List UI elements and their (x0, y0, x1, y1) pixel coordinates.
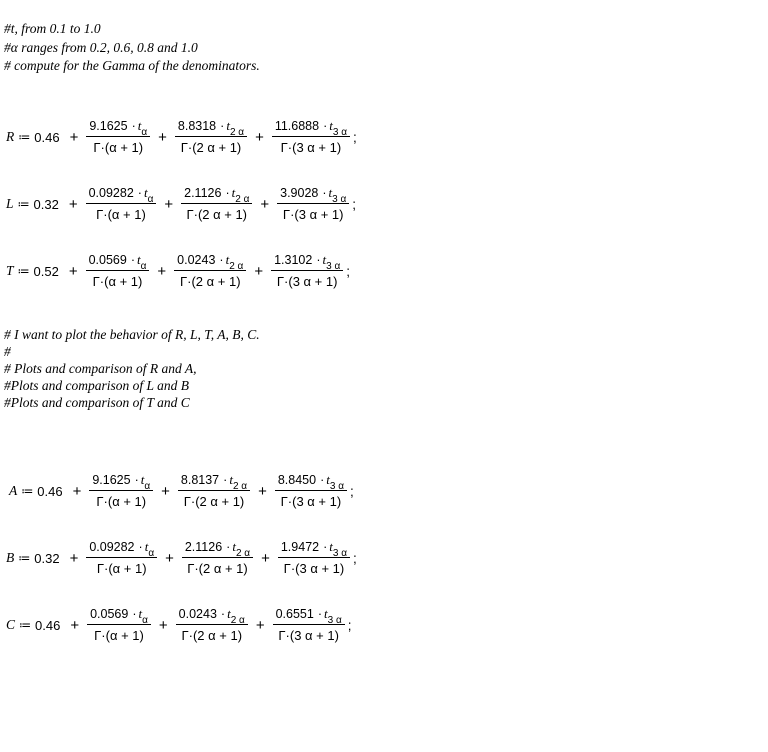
plus-operator: + (157, 262, 167, 280)
multiply-dot: · (137, 186, 142, 200)
fraction-denominator: Γ·(2 α + 1) (179, 274, 241, 289)
fraction-term (176, 607, 248, 643)
variable-t: t (144, 539, 149, 554)
fraction-numerator: 2.1126 · t 2 α (181, 186, 252, 204)
fraction-term (175, 119, 247, 155)
fraction-term (86, 253, 150, 289)
variable-t: t (322, 252, 327, 267)
fraction-numerator: 0.0243 · t 2 α (174, 253, 246, 271)
fraction-numerator: 0.0243 · t 2 α (176, 607, 248, 625)
variable-t: t (143, 185, 148, 200)
multiply-dot: · (220, 607, 226, 621)
variable-t: t (232, 539, 236, 554)
plus-operator: + (255, 616, 265, 634)
fraction-term (89, 473, 153, 509)
variable-t: t (324, 606, 328, 621)
plus-operator: + (158, 128, 167, 146)
multiply-dot: · (138, 540, 143, 554)
term-coefficient: 2.1126 (184, 186, 222, 200)
variable-t: t (231, 185, 236, 200)
fraction-denominator: Γ·(3 α + 1) (282, 207, 344, 222)
fraction-term (272, 119, 350, 155)
fraction-denominator: Γ·(α + 1) (96, 494, 147, 509)
equation-b[interactable] (6, 535, 357, 581)
fraction-numerator: 8.8318 · t 2 α (175, 119, 247, 137)
term-coefficient: 8.8450 (277, 473, 317, 487)
comment-line-3[interactable]: # compute for the Gamma of the denominators. (4, 58, 260, 73)
variable-t: t (225, 252, 230, 267)
fraction-term (86, 186, 157, 222)
fraction-term (277, 186, 349, 222)
plus-operator: + (72, 482, 82, 500)
equation-constant: 0.46 (37, 483, 63, 499)
fraction-denominator: Γ·(2 α + 1) (186, 207, 248, 222)
comment-line-7[interactable]: #Plots and comparison of L and B (4, 378, 190, 393)
term-coefficient: 8.8137 (180, 473, 220, 487)
term-coefficient: 9.1625 (89, 119, 128, 133)
term-coefficient: 0.0243 (177, 253, 216, 267)
multiply-dot: · (220, 119, 225, 133)
variable-t: t (227, 606, 231, 621)
equation-lhs: L (6, 196, 14, 211)
plus-operator: + (70, 616, 80, 634)
plus-operator: + (260, 195, 270, 213)
variable-t: t (229, 472, 233, 487)
fraction-term (174, 253, 246, 289)
fraction-term (178, 473, 250, 509)
plus-operator: + (161, 482, 170, 500)
fraction-numerator: 8.8137 · t 2 α (178, 473, 250, 491)
multiply-dot: · (130, 253, 135, 267)
comment-line-6[interactable]: # Plots and comparison of R and A, (4, 361, 197, 376)
fraction-denominator: Γ·(2 α + 1) (180, 140, 242, 155)
term-coefficient: 2.1126 (184, 540, 223, 554)
statement-terminator: ; (353, 550, 357, 566)
multiply-dot: · (132, 607, 137, 621)
fraction-numerator: 2.1126 · t 2 α (182, 540, 253, 558)
fraction-denominator: Γ·(3 α + 1) (280, 140, 342, 155)
fraction-numerator: 0.09282 · t α (86, 186, 157, 204)
fraction-numerator: 0.6551 · t 3 α (273, 607, 345, 625)
fraction-term (273, 607, 345, 643)
multiply-dot: · (322, 186, 327, 200)
multiply-dot: · (317, 607, 322, 621)
plus-operator: + (164, 195, 174, 213)
statement-terminator: ; (347, 617, 352, 633)
plus-operator: + (258, 482, 267, 500)
comment-line-5[interactable]: # (4, 344, 11, 359)
variable-t: t (329, 118, 333, 133)
term-coefficient: 1.9472 (280, 540, 320, 554)
fraction-denominator: Γ·(α + 1) (92, 274, 143, 289)
fraction-numerator: 1.9472 · t 3 α (278, 540, 350, 558)
plus-operator: + (69, 549, 79, 567)
multiply-dot: · (134, 473, 139, 487)
fraction-denominator: Γ·(3 α + 1) (283, 561, 345, 576)
fraction-term (275, 473, 347, 509)
fraction-term (278, 540, 350, 576)
fraction-numerator: 11.6888 · t 3 α (272, 119, 350, 137)
equation-lhs: R (6, 129, 15, 144)
statement-terminator: ; (353, 129, 357, 145)
term-coefficient: 8.8318 (177, 119, 217, 133)
equation-c[interactable] (6, 602, 352, 648)
fraction-numerator: 0.09282 · t α (86, 540, 157, 558)
plus-operator: + (255, 128, 264, 146)
assign-operator: ≔ (18, 551, 31, 565)
fraction-term (87, 607, 151, 643)
term-coefficient: 0.0243 (178, 607, 217, 621)
fraction-numerator: 8.8450 · t 3 α (275, 473, 347, 491)
fraction-denominator: Γ·(α + 1) (96, 561, 147, 576)
variable-t: t (326, 472, 330, 487)
equation-lhs: B (6, 550, 15, 565)
equation-lhs: A (9, 483, 18, 498)
multiply-dot: · (323, 540, 328, 554)
fraction-denominator: Γ·(3 α + 1) (278, 628, 339, 643)
plus-operator: + (69, 128, 79, 146)
assign-operator: ≔ (21, 484, 34, 498)
term-coefficient: 0.09282 (88, 186, 134, 200)
plus-operator: + (254, 262, 264, 280)
multiply-dot: · (131, 119, 136, 133)
equation-lhs: T (6, 263, 14, 278)
equation-r[interactable] (6, 114, 357, 160)
term-coefficient: 0.09282 (89, 540, 135, 554)
multiply-dot: · (320, 473, 325, 487)
statement-terminator: ; (346, 263, 351, 279)
term-coefficient: 0.0569 (90, 607, 129, 621)
comment-line-4[interactable]: # I want to plot the behavior of R, L, T, A, B, C. (4, 327, 260, 342)
fraction-denominator: Γ·(2 α + 1) (181, 628, 243, 643)
variable-t: t (137, 118, 142, 133)
equation-t[interactable] (6, 248, 350, 294)
equation-a[interactable] (9, 468, 354, 514)
fraction-denominator: Γ·(2 α + 1) (183, 494, 245, 509)
fraction-numerator: 9.1625 · t α (86, 119, 150, 137)
plus-operator: + (68, 262, 78, 280)
plus-operator: + (68, 195, 78, 213)
plus-operator: + (261, 549, 270, 567)
multiply-dot: · (316, 253, 321, 267)
plus-operator: + (158, 616, 168, 634)
fraction-denominator: Γ·(α + 1) (93, 140, 144, 155)
variable-t: t (140, 472, 145, 487)
comment-line-1[interactable]: #t, from 0.1 to 1.0 (4, 21, 101, 36)
equation-constant: 0.52 (33, 263, 59, 279)
statement-terminator: ; (352, 196, 357, 212)
term-coefficient: 9.1625 (92, 473, 131, 487)
fraction-denominator: Γ·(α + 1) (96, 207, 146, 222)
assign-operator: ≔ (18, 130, 31, 144)
variable-t: t (138, 606, 143, 621)
assign-operator: ≔ (17, 197, 30, 211)
fraction-term (86, 540, 157, 576)
fraction-denominator: Γ·(3 α + 1) (280, 494, 342, 509)
fraction-term (182, 540, 253, 576)
fraction-denominator: Γ·(3 α + 1) (276, 274, 338, 289)
multiply-dot: · (219, 253, 224, 267)
term-coefficient: 0.0569 (88, 253, 127, 267)
term-coefficient: 1.3102 (274, 253, 313, 267)
plus-operator: + (165, 549, 174, 567)
fraction-term (181, 186, 252, 222)
assign-operator: ≔ (17, 264, 30, 278)
multiply-dot: · (323, 119, 328, 133)
fraction-term (86, 119, 150, 155)
term-coefficient: 3.9028 (280, 186, 319, 200)
fraction-denominator: Γ·(2 α + 1) (187, 561, 248, 576)
term-coefficient: 0.6551 (275, 607, 314, 621)
statement-terminator: ; (349, 483, 354, 499)
multiply-dot: · (225, 186, 230, 200)
multiply-dot: · (223, 473, 228, 487)
equation-l[interactable] (6, 181, 356, 227)
fraction-term (271, 253, 343, 289)
comment-line-2[interactable]: #α ranges from 0.2, 0.6, 0.8 and 1.0 (4, 40, 198, 55)
fraction-numerator: 1.3102 · t 3 α (271, 253, 343, 271)
equation-constant: 0.32 (33, 196, 59, 212)
comment-line-8[interactable]: #Plots and comparison of T and C (4, 395, 190, 410)
equation-constant: 0.32 (34, 550, 60, 566)
equation-constant: 0.46 (34, 129, 60, 145)
variable-t: t (328, 185, 333, 200)
equation-lhs: C (6, 617, 16, 632)
term-coefficient: 11.6888 (274, 119, 320, 133)
fraction-numerator: 0.0569 · t α (87, 607, 151, 625)
fraction-numerator: 3.9028 · t 3 α (277, 186, 349, 204)
variable-t: t (137, 252, 141, 267)
variable-t: t (329, 539, 333, 554)
fraction-numerator: 0.0569 · t α (86, 253, 150, 271)
equation-constant: 0.46 (35, 617, 61, 633)
fraction-denominator: Γ·(α + 1) (94, 628, 144, 643)
multiply-dot: · (226, 540, 231, 554)
assign-operator: ≔ (19, 618, 32, 632)
fraction-numerator: 9.1625 · t α (89, 473, 153, 491)
variable-t: t (226, 118, 230, 133)
